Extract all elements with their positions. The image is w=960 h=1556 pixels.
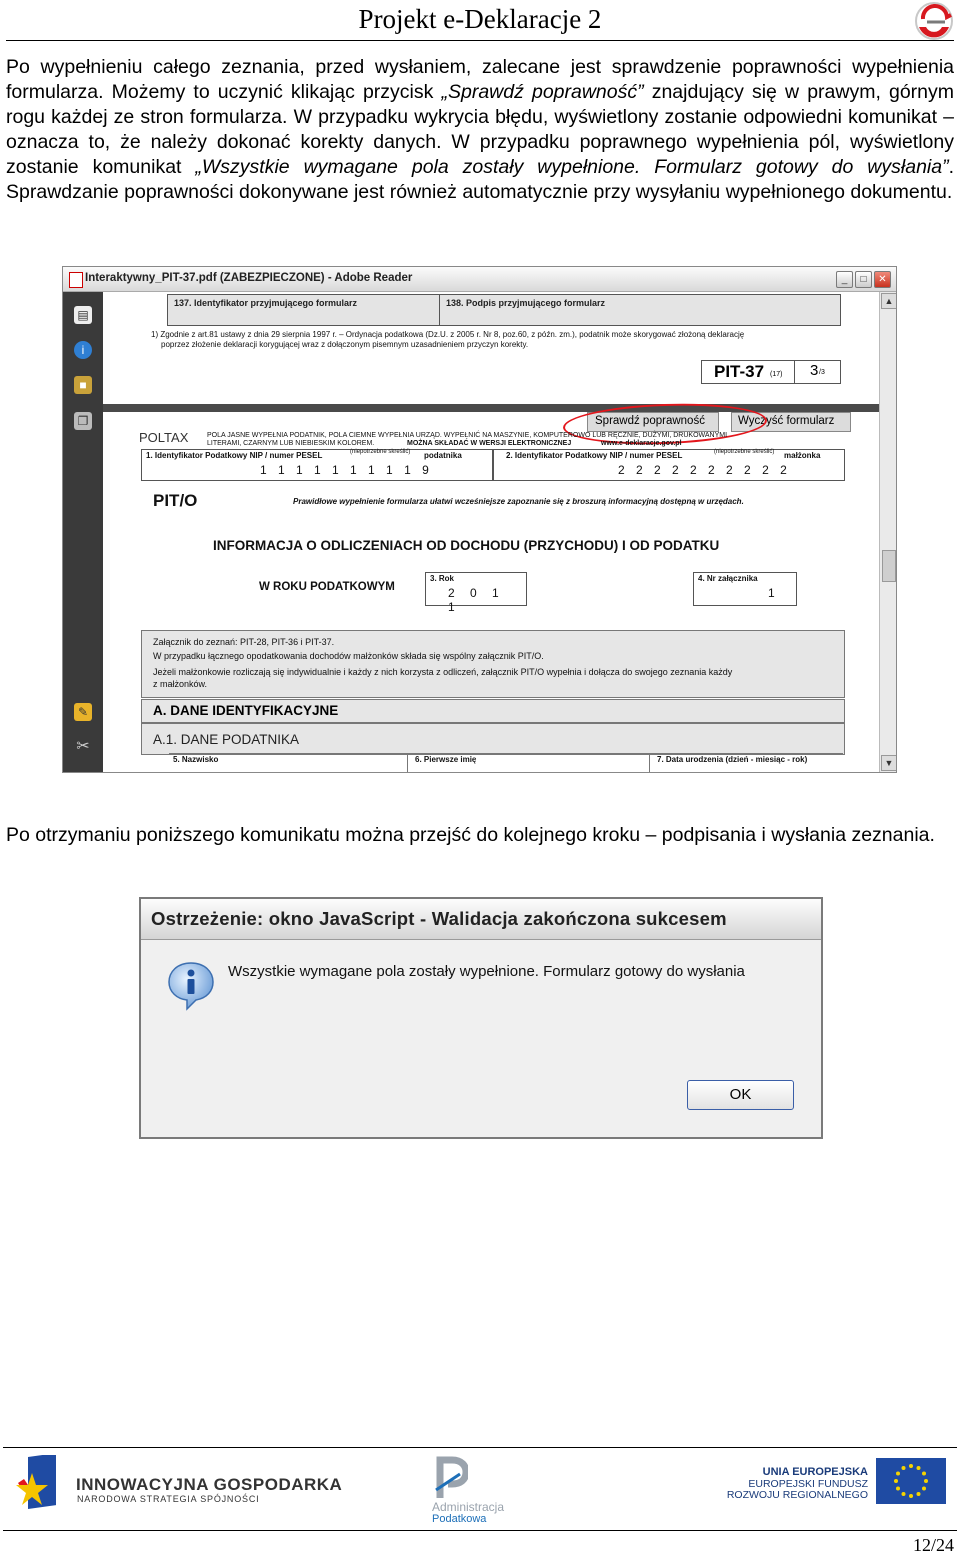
pit-o-hint: Prawidłowe wypełnienie formularza ułatwi wcześniejsze zapoznanie się z broszurą informacyjną dostępną w urzędach. (293, 497, 744, 506)
footnote-line1: 1) Zgodnie z art.81 ustawy z dnia 29 sierpnia 1997 r. – Ordynacja podatkowa (Dz.U. z 2005 r. Nr 8, poz.60, z późn. zm.), podatnik może skorygować złożoną deklarację (151, 330, 745, 339)
eu-line3: ROZWOJU REGIONALNEGO (726, 1489, 868, 1501)
year-field[interactable]: 3. Rok 2 0 1 1 (425, 572, 527, 606)
notice-line2: LITERAMI, CZARNYM LUB NIEBIESKIM KOLOREM. (207, 440, 375, 447)
eu-flag-icon (876, 1458, 946, 1504)
form-heading: INFORMACJA O ODLICZENIACH OD DOCHODU (PRZYCHODU) I OD PODATKU (213, 538, 720, 553)
pdf-page-view (103, 292, 879, 772)
administracja-podatkowa-logo-icon (432, 1454, 468, 1500)
dialog-message: Wszystkie wymagane pola zostały wypełnione. Formularz gotowy do wysłania (228, 963, 745, 980)
minimize-icon[interactable]: _ (836, 271, 853, 288)
section-a-header: A. DANE IDENTYFIKACYJNE (141, 699, 845, 723)
window-title: Interaktywny_PIT-37.pdf (ZABEZPIECZONE) - Adobe Reader (85, 272, 413, 284)
notice-line1: POLA JASNE WYPEŁNIA PODATNIK, POLA CIEMNE WYPEŁNIA URZĄD. WYPEŁNIĆ NA MASZYNIE, KOMPUTEROWO LUB RĘCZNIE, DUŻYMI, DRUKOWANYMI (207, 432, 728, 439)
footnote-line2: poprzez złożenie deklaracji korygującej wraz z dołączonym pisemnym uzasadnieniem przyczyn korekty. (161, 340, 529, 349)
scroll-down-icon[interactable]: ▼ (881, 755, 897, 771)
page-header-title: Projekt e-Deklaracje 2 (358, 4, 602, 34)
vertical-scrollbar[interactable] (879, 292, 897, 772)
maximize-icon[interactable]: □ (855, 271, 872, 288)
section-a1-header: A.1. DANE PODATNIKA (141, 723, 845, 755)
javascript-alert-dialog (139, 897, 823, 1139)
page-number: 12/24 (912, 1535, 954, 1555)
pdf-file-icon (69, 272, 83, 288)
intro-paragraph: Po wypełnieniu całego zeznania, przed wysłaniem, zalecane jest sprawdzenie poprawności wypełnienia formularza. Możemy to uczynić klikając przycisk „Sprawdź poprawność” znajdujący się w prawym, górnym rogu każdej ze stron formularza. W przypadku wykrycia błędu, wyświetlony zostanie odpowiedni komunikat – oznacza to, że należy dokonać korekty danych. W przypadku poprawnego wypełnienia pól, wyświetlony zostanie komunikat „Wszystkie wymagane pola zostały wypełnione. Formularz gotowy do wysłania”. Sprawdzanie poprawności dokonywane jest również automatycznie przy wysyłaniu wypełnionego dokumentu. (6, 56, 955, 203)
ig-title: INNOWACYJNA GOSPODARKA (76, 1475, 343, 1494)
close-icon[interactable]: ✕ (874, 271, 891, 288)
attachments-page-icon[interactable]: ❐ (74, 412, 92, 430)
ap-line2: Podatkowa (432, 1513, 487, 1525)
window-titlebar (63, 267, 896, 292)
pit37-badge: PIT-37 (17) 3 /3 (701, 360, 841, 384)
pages-icon[interactable]: ▤ (74, 306, 92, 324)
info-icon[interactable]: i (74, 341, 92, 359)
ap-line1: Administracja (432, 1500, 505, 1514)
ig-subtitle: NARODOWA STRATEGIA SPÓJNOŚCI (77, 1494, 260, 1504)
notice-url: www.e-deklaracje.gov.pl (601, 440, 682, 447)
attachment-info-box: Załącznik do zeznań: PIT-28, PIT-36 i PIT-37. W przypadku łącznego opodatkowania dochodów małżonków składa się wspólny załącznik PIT/O. Jeżeli małżonkowie rozliczają się indywidualnie i każdy z nich korzysta z odliczeń, załącznik PIT/O wypełnia i dołącza do swojego zeznania każdy z małżonków. (141, 630, 845, 698)
ok-button[interactable]: OK (687, 1080, 794, 1110)
attachment-number-field[interactable]: 4. Nr załącznika 1 (693, 572, 797, 606)
paperclip-icon[interactable]: ✂ (76, 738, 90, 755)
poltax-label: POLTAX (139, 430, 189, 445)
scroll-thumb[interactable] (882, 550, 896, 582)
e-deklaracje-logo-icon (913, 1, 955, 41)
dialog-titlebar (141, 899, 821, 940)
innowacyjna-gospodarka-logo-icon (14, 1455, 60, 1515)
pit-o-label: PIT/O (153, 491, 198, 510)
personal-fields-row: 5. Nazwisko 6. Pierwsze imię 7. Data urodzenia (dzień - miesiąc - rok) (169, 753, 843, 773)
header-rule (6, 40, 954, 41)
notice-line3: MOŻNA SKŁADAĆ W WERSJI ELEKTRONICZNEJ (407, 440, 572, 447)
id-field-taxpayer[interactable]: 1. Identyfikator Podatkowy NIP / numer PESEL (niepotrzebne skreślić) podatnika 1 1 1 1 1 1 1 1 1 9 (141, 449, 493, 481)
eu-line1: UNIA EUROPEJSKA (762, 1466, 868, 1478)
clear-form-button[interactable]: Wyczyść formularz (731, 412, 851, 432)
footer-rule-bottom (3, 1530, 957, 1531)
footer-rule-top (3, 1447, 957, 1448)
middle-paragraph: Po otrzymaniu poniższego komunikatu można przejść do kolejnego kroku – podpisania i wysłania zeznania. (6, 824, 935, 846)
tax-year-label: W ROKU PODATKOWYM (259, 581, 395, 593)
id-field-spouse[interactable]: 2. Identyfikator Podatkowy NIP / numer PESEL (niepotrzebne skreślić) małżonka 2 2 2 2 2 2 2 2 2 2 (493, 449, 845, 481)
info-icon (165, 959, 217, 1011)
dialog-title: Ostrzeżenie: okno JavaScript - Walidacja zakończona sukcesem (151, 908, 727, 929)
comments-icon[interactable]: ✎ (74, 703, 92, 721)
check-form-button[interactable]: Sprawdź poprawność (587, 412, 719, 432)
scroll-up-icon[interactable]: ▲ (881, 293, 897, 309)
reader-sidebar (63, 292, 103, 772)
field-137[interactable]: 137. Identyfikator przyjmującego formularz (167, 294, 441, 326)
field-138[interactable]: 138. Podpis przyjmującego formularz (439, 294, 841, 326)
eu-line2: EUROPEJSKI FUNDUSZ (748, 1478, 868, 1490)
page-separator (103, 404, 879, 412)
adobe-reader-screenshot (62, 266, 897, 773)
lock-icon[interactable]: ■ (74, 376, 92, 394)
